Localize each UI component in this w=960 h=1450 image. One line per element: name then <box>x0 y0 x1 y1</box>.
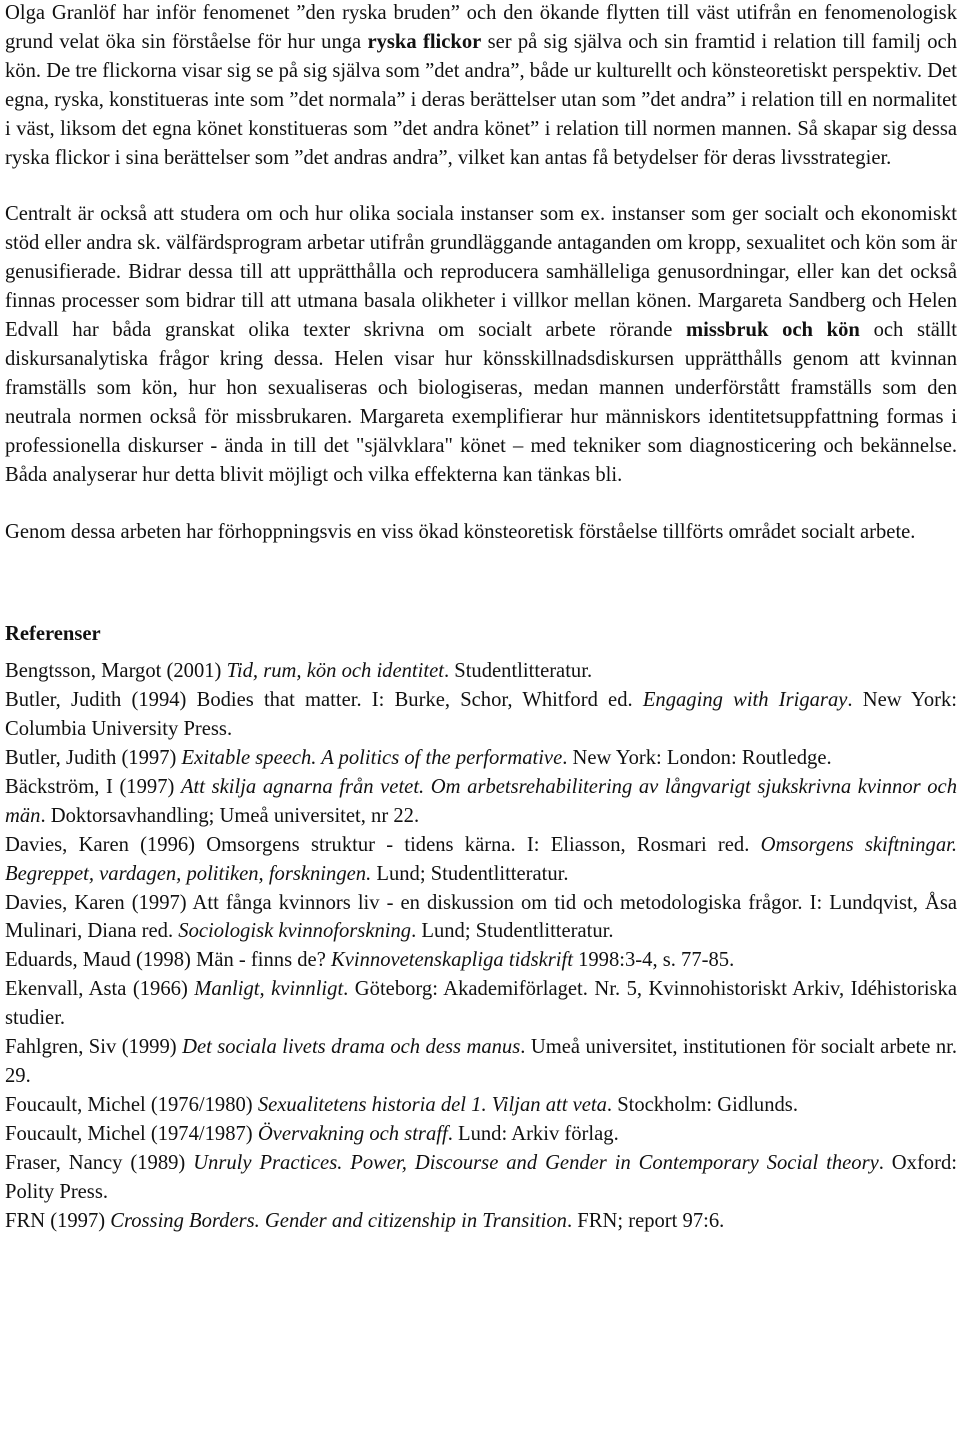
italic-title: Tid, rum, kön och identitet <box>226 660 444 683</box>
text-run: . Doktorsavhandling; Umeå universitet, nr 22. <box>40 804 420 827</box>
text-run: Foucault, Michel (1974/1987) <box>5 1122 258 1145</box>
text-run: Genom dessa arbeten har förhoppningsvis en viss ökad könsteoretisk förståelse tillförts området socialt arbete. <box>5 520 916 543</box>
reference-entry <box>5 1033 957 1091</box>
reference-entry <box>5 1091 957 1120</box>
italic-title: Kvinnovetenskapliga tidskrift <box>331 949 573 972</box>
reference-entry <box>5 831 957 889</box>
text-run: . Studentlitteratur. <box>443 660 593 683</box>
text-run: Centralt är också att studera om och hur olika sociala instanser som ex. instanser som ger socialt och ekonomiskt stöd eller andra sk. välfärdsprogram arbetar utifrån grundläggande antaganden om kropp, sexualitet och kön som är genusifierade. Bidrar dessa till att upprätthålla och reproducera samhälleliga genusordningar, eller kan det också finnas processer som bidrar till att utmana basala olikheter i villkor mellan könen. Margareta Sandberg och Helen Edvall har båda granskat olika texter skrivna om socialt arbete rörande <box>5 203 957 342</box>
body-text <box>5 0 957 546</box>
text-run: 1998:3-4, s. 77-85. <box>572 949 735 972</box>
text-run: Butler, Judith (1997) <box>5 747 182 770</box>
text-run: Ekenvall, Asta (1966) <box>5 978 195 1001</box>
italic-title: Sexualitetens historia del 1. Viljan att veta <box>257 1093 607 1116</box>
text-run: . Oxford: Polity Press. <box>5 1151 957 1203</box>
italic-title: Övervakning och straff <box>257 1122 448 1145</box>
text-run: Bäckström, I (1997) <box>5 775 181 798</box>
reference-entry <box>5 975 957 1033</box>
references-list <box>5 657 957 1235</box>
reference-entry <box>5 1120 957 1149</box>
text-run: Butler, Judith (1994) Bodies that matter. I: Burke, Schor, Whitford ed. <box>5 689 643 712</box>
references-heading: Referenser <box>5 623 101 646</box>
text-run: Foucault, Michel (1976/1980) <box>5 1093 258 1116</box>
italic-title: Crossing Borders. Gender and citizenship in Transition <box>110 1209 567 1232</box>
text-run: Bengtsson, Margot (2001) <box>5 660 227 683</box>
reference-entry <box>5 946 957 975</box>
italic-title: Omsorgens skiftningar. Begreppet, vardagen, politiken, forskningen. <box>5 833 958 885</box>
reference-entry <box>5 773 957 831</box>
text-run: . Umeå universitet, institutionen för socialt arbete nr. 29. <box>5 1036 958 1087</box>
italic-title: Engaging with Irigaray <box>642 689 848 712</box>
text-run: Lund; Studentlitteratur. <box>371 862 569 885</box>
body-paragraph <box>5 200 957 489</box>
reference-entry <box>5 1207 957 1236</box>
text-run: . Lund; Studentlitteratur. <box>411 920 614 943</box>
text-run: FRN (1997) <box>5 1209 111 1232</box>
reference-entry <box>5 1149 957 1207</box>
bold-text: missbruk och kön <box>686 319 860 342</box>
document-page <box>5 0 957 1235</box>
reference-entry <box>5 686 957 744</box>
text-run: Fraser, Nancy (1989) <box>5 1151 194 1174</box>
text-run: Fahlgren, Siv (1999) <box>5 1036 183 1059</box>
text-run: Eduards, Maud (1998) Män - finns de? <box>5 949 331 972</box>
italic-title: Exitable speech. A politics of the performative <box>181 747 563 770</box>
text-run: och ställt diskursanalytiska frågor kring dessa. Helen visar hur könsskillnadsdiskursen upprätthålls genom att kvinnan framställs som kön, hur hon sexualiseras och biologiseras, medan mannen underförstått framställs som den neutrala normen också för missbrukaren. Margareta exemplifierar hur människors identitetsuppfattning formas i professionella diskurser - ända in till det "självklara" könet – med tekniker som diagnosticering och bekännelse. Båda analyserar hur detta blivit möjligt och vilka effekterna kan tänkas bli. <box>5 319 958 486</box>
italic-title: Att skilja agnarna från vetet. Om arbetsrehabilitering av långvarigt sjukskrivna kvinnor och män <box>5 775 957 827</box>
text-run: Davies, Karen (1997) Att fånga kvinnors liv - en diskussion om tid och metodologiska frågor. I: Lundqvist, Åsa Mulinari, Diana red. <box>5 891 957 943</box>
italic-title: Unruly Practices. Power, Discourse and Gender in Contemporary Social theory <box>193 1151 879 1174</box>
text-run: . FRN; report 97:6. <box>566 1209 725 1232</box>
italic-title: Det sociala livets drama och dess manus <box>182 1036 521 1059</box>
italic-title: Manligt, kvinnligt <box>194 978 344 1001</box>
text-run: . Stockholm: Gidlunds. <box>606 1093 798 1116</box>
body-paragraph <box>5 0 957 172</box>
text-run: Olga Granlöf har inför fenomenet ”den ryska bruden” och den ökande flytten till väst utifrån en fenomenologisk grund velat öka sin förståelse för hur unga <box>5 2 957 53</box>
bold-text: ryska flickor <box>367 30 482 53</box>
reference-entry <box>5 657 957 686</box>
reference-entry <box>5 744 957 773</box>
text-run: . New York: Columbia University Press. <box>5 689 957 741</box>
text-run: Davies, Karen (1996) Omsorgens struktur - tidens kärna. I: Eliasson, Rosmari red. <box>5 833 761 856</box>
body-paragraph <box>5 518 957 547</box>
italic-title: Sociologisk kvinnoforskning <box>178 920 412 943</box>
text-run: . New York: London: Routledge. <box>562 747 832 770</box>
text-run: . Göteborg: Akademiförlaget. Nr. 5, Kvinnohistoriskt Arkiv, Idéhistoriska studier. <box>5 978 957 1030</box>
text-run: . Lund: Arkiv förlag. <box>447 1122 619 1145</box>
reference-entry <box>5 889 957 947</box>
text-run: ser på sig själva och sin framtid i relation till familj och kön. De tre flickorna visar sig se på sig själva som ”det andra”, både ur kulturellt och könsteoretiskt perspektiv. Det egna, ryska, konstitueras inte som ”det normala” i deras berättelser utan som ”det andra” i relation till en normalitet i väst, liksom det egna könet konstitueras som ”det andra könet” i relation till normen mannen. Så skapar sig dessa ryska flickor i sina berättelser som ”det andras andra”, vilket kan antas få betydelser för deras livsstrategier. <box>5 30 957 169</box>
